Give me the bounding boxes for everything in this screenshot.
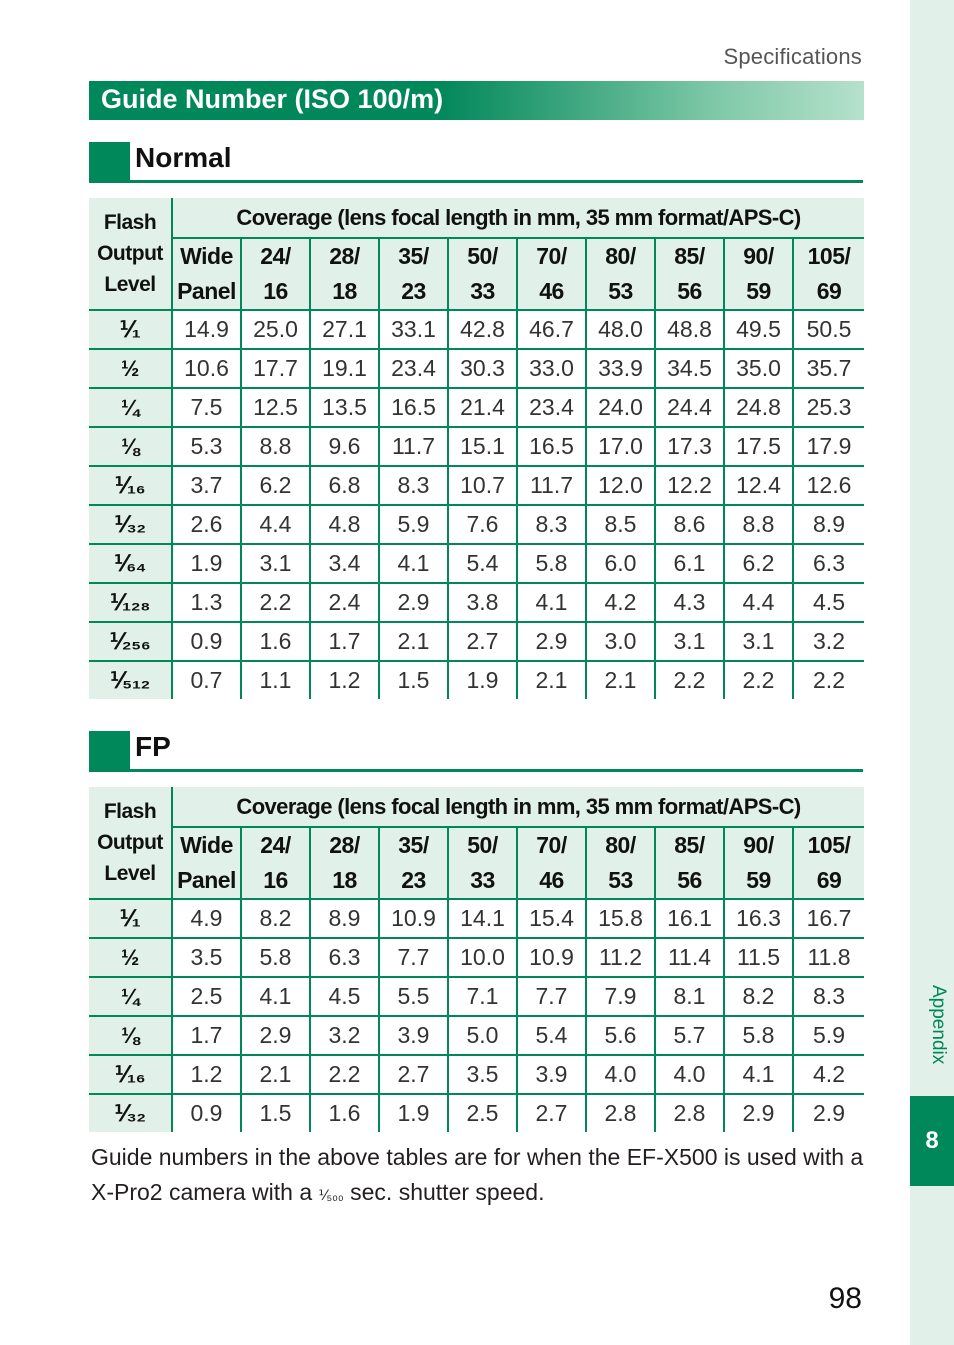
guide-number-cell: 2.7 — [517, 1094, 586, 1132]
guide-number-cell: 17.9 — [793, 427, 864, 466]
column-header-line: 46 — [539, 278, 564, 304]
column-header-line: 85/ — [674, 832, 705, 858]
subhead-normal — [89, 142, 863, 183]
guide-number-cell: 8.8 — [241, 427, 310, 466]
column-header-line: 50/ — [467, 243, 498, 269]
guide-number-cell: 0.7 — [172, 661, 241, 699]
guide-number-cell: 3.2 — [310, 1016, 379, 1055]
guide-number-cell: 0.9 — [172, 622, 241, 661]
guide-number-cell: 15.4 — [517, 899, 586, 938]
guide-number-cell: 35.7 — [793, 349, 864, 388]
column-header-line: 33 — [470, 278, 495, 304]
guide-number-cell: 0.9 — [172, 1094, 241, 1132]
footnote-text: Guide numbers in the above tables are for when the EF-X500 is used with a X-Pro2 camera with a — [91, 1144, 864, 1205]
guide-number-cell: 15.8 — [586, 899, 655, 938]
guide-number-cell: 16.1 — [655, 899, 724, 938]
guide-number-cell: 14.1 — [448, 899, 517, 938]
table-row — [89, 349, 864, 388]
guide-number-cell: 3.8 — [448, 583, 517, 622]
column-header-line: 53 — [608, 278, 633, 304]
chapter-tab: 8 — [910, 1096, 954, 1186]
guide-number-cell: 8.9 — [793, 505, 864, 544]
guide-number-cell: 5.3 — [172, 427, 241, 466]
guide-number-table-normal — [89, 198, 864, 699]
column-header-line: 90/ — [743, 243, 774, 269]
coverage-header: Coverage (lens focal length in mm, 35 mm format/APS-C) — [172, 198, 864, 238]
guide-number-cell: 12.5 — [241, 388, 310, 427]
guide-number-cell: 49.5 — [724, 310, 793, 349]
guide-number-cell: 2.1 — [241, 1055, 310, 1094]
column-header-line: 16 — [263, 867, 288, 893]
column-header-line: 69 — [816, 867, 842, 893]
guide-number-cell: 25.3 — [793, 388, 864, 427]
column-header — [310, 827, 379, 899]
header-row — [89, 198, 864, 238]
guide-number-cell: 3.5 — [172, 938, 241, 977]
column-header-line: 85/ — [674, 243, 705, 269]
guide-number-cell: 11.2 — [586, 938, 655, 977]
guide-number-cell: 5.0 — [448, 1016, 517, 1055]
output-level-cell: ⅟₁ — [89, 310, 172, 349]
running-head: Specifications — [723, 44, 862, 69]
row-header-line: Output — [97, 242, 163, 265]
table-row — [89, 1055, 864, 1094]
column-header-row — [89, 827, 864, 899]
guide-number-cell: 3.1 — [655, 622, 724, 661]
guide-number-cell: 34.5 — [655, 349, 724, 388]
guide-number-cell: 3.2 — [793, 622, 864, 661]
guide-number-cell: 6.3 — [310, 938, 379, 977]
header-row — [89, 787, 864, 827]
guide-number-cell: 1.1 — [241, 661, 310, 699]
guide-number-cell: 5.8 — [241, 938, 310, 977]
guide-number-cell: 4.1 — [379, 544, 448, 583]
column-header — [793, 238, 864, 310]
guide-number-cell: 3.4 — [310, 544, 379, 583]
guide-number-cell: 5.8 — [724, 1016, 793, 1055]
column-header-line: Wide — [180, 832, 233, 858]
guide-number-cell: 33.0 — [517, 349, 586, 388]
column-header-line: 105/ — [807, 832, 851, 858]
column-header-line: 28/ — [329, 832, 360, 858]
table-row — [89, 899, 864, 938]
guide-number-cell: 5.4 — [448, 544, 517, 583]
output-level-cell: ⅟₁ — [89, 899, 172, 938]
guide-number-cell: 17.5 — [724, 427, 793, 466]
guide-number-cell: 11.7 — [517, 466, 586, 505]
guide-number-cell: 2.9 — [241, 1016, 310, 1055]
column-header — [379, 827, 448, 899]
guide-number-cell: 4.9 — [172, 899, 241, 938]
guide-number-cell: 2.9 — [813, 1100, 845, 1126]
guide-number-cell: 4.4 — [724, 583, 793, 622]
column-header-line: 80/ — [605, 832, 636, 858]
guide-number-cell: 11.5 — [724, 938, 793, 977]
output-level-cell: ⅟₃₂ — [89, 505, 172, 544]
guide-number-cell: 1.6 — [241, 622, 310, 661]
guide-number-cell: 13.5 — [310, 388, 379, 427]
guide-number-cell: 46.7 — [517, 310, 586, 349]
output-level-cell: ½ — [89, 938, 172, 977]
guide-number-cell: 1.9 — [172, 544, 241, 583]
guide-number-cell: 9.6 — [310, 427, 379, 466]
guide-number-cell: 4.2 — [586, 583, 655, 622]
guide-number-cell: 16.3 — [724, 899, 793, 938]
column-header-line: 53 — [608, 867, 633, 893]
guide-number-cell: 21.4 — [448, 388, 517, 427]
guide-number-cell: 2.9 — [517, 622, 586, 661]
guide-number-cell: 3.9 — [379, 1016, 448, 1055]
subhead-marker — [89, 142, 130, 180]
guide-number-cell: 11.8 — [793, 938, 864, 977]
output-level-cell: ⅟₁₆ — [89, 466, 172, 505]
guide-number-cell: 33.9 — [586, 349, 655, 388]
column-header-line: 46 — [539, 867, 564, 893]
guide-number-cell: 16.7 — [793, 899, 864, 938]
guide-number-cell: 2.7 — [379, 1055, 448, 1094]
footnote — [91, 1140, 871, 1213]
table-row — [89, 661, 864, 699]
row-header-cell — [89, 787, 172, 899]
guide-number-cell: 4.2 — [793, 1055, 864, 1094]
column-header — [379, 238, 448, 310]
column-header-line: 70/ — [536, 832, 567, 858]
guide-number-cell: 3.9 — [517, 1055, 586, 1094]
guide-number-cell: 8.2 — [241, 899, 310, 938]
row-header-line: Flash — [103, 211, 157, 234]
column-header — [655, 827, 724, 899]
guide-number-cell: 17.3 — [655, 427, 724, 466]
guide-number-cell: 2.5 — [448, 1094, 517, 1132]
guide-number-cell: 24.4 — [655, 388, 724, 427]
guide-number-cell: 2.1 — [586, 661, 655, 699]
guide-number-cell: 10.7 — [448, 466, 517, 505]
guide-number-cell: 42.8 — [448, 310, 517, 349]
guide-number-cell: 1.7 — [172, 1016, 241, 1055]
column-header-line: Panel — [177, 278, 236, 304]
column-header-line: 28/ — [329, 243, 360, 269]
guide-number-cell: 3.0 — [586, 622, 655, 661]
guide-number-cell: 1.5 — [241, 1094, 310, 1132]
column-header-line: Wide — [180, 243, 233, 269]
guide-number-cell: 10.9 — [517, 938, 586, 977]
table-row — [89, 388, 864, 427]
guide-number-cell: 1.9 — [448, 661, 517, 699]
column-header-line: 59 — [746, 278, 771, 304]
column-header-line: 56 — [677, 278, 702, 304]
guide-number-cell: 15.1 — [448, 427, 517, 466]
table-row — [89, 310, 864, 349]
guide-number-cell: 4.5 — [310, 977, 379, 1016]
guide-number-cell: 23.4 — [517, 388, 586, 427]
guide-number-cell: 5.6 — [586, 1016, 655, 1055]
output-level-cell: ⅟₆₄ — [89, 544, 172, 583]
section-title: Guide Number (ISO 100/m) — [101, 84, 444, 114]
column-header-line: 70/ — [536, 243, 567, 269]
table-row — [89, 544, 864, 583]
guide-number-cell: 7.7 — [517, 977, 586, 1016]
column-header-line: 23 — [401, 867, 426, 893]
output-level-cell: ½ — [89, 349, 172, 388]
subhead-title: Normal — [135, 142, 232, 173]
subhead-fp — [89, 731, 863, 772]
column-header-line: 24/ — [260, 832, 291, 858]
output-level-cell: ⅛ — [89, 427, 172, 466]
guide-number-cell: 4.1 — [724, 1055, 793, 1094]
guide-number-cell: 16.5 — [517, 427, 586, 466]
guide-number-cell: 3.1 — [724, 622, 793, 661]
column-header-line: 56 — [677, 867, 702, 893]
guide-number-cell: 24.0 — [586, 388, 655, 427]
column-header-line: 24/ — [260, 243, 291, 269]
column-header-line: 18 — [332, 278, 357, 304]
footnote-text-end: sec. shutter speed. — [343, 1179, 545, 1205]
guide-number-cell: 7.6 — [448, 505, 517, 544]
table-row — [89, 938, 864, 977]
guide-number-cell: 30.3 — [448, 349, 517, 388]
guide-number-cell: 5.9 — [379, 505, 448, 544]
column-header-line: 33 — [470, 867, 495, 893]
guide-number-cell: 12.0 — [586, 466, 655, 505]
guide-number-cell: 8.3 — [517, 505, 586, 544]
guide-number-cell: 7.9 — [586, 977, 655, 1016]
column-header — [241, 827, 310, 899]
guide-number-cell: 2.4 — [310, 583, 379, 622]
guide-number-cell: 1.6 — [310, 1094, 379, 1132]
subhead-marker — [89, 731, 130, 769]
guide-number-cell: 8.2 — [724, 977, 793, 1016]
guide-number-cell: 48.8 — [655, 310, 724, 349]
guide-number-cell: 25.0 — [241, 310, 310, 349]
guide-number-cell: 2.6 — [172, 505, 241, 544]
guide-number-cell: 50.5 — [793, 310, 864, 349]
guide-number-cell: 12.4 — [724, 466, 793, 505]
guide-number-table-fp — [89, 787, 864, 1132]
column-header — [586, 238, 655, 310]
output-level-cell: ¼ — [89, 388, 172, 427]
output-level-cell: ⅛ — [89, 1016, 172, 1055]
table-row — [89, 1016, 864, 1055]
output-level-cell: ⅟₃₂ — [89, 1094, 172, 1132]
guide-number-cell: 27.1 — [310, 310, 379, 349]
column-header — [448, 827, 517, 899]
shutter-fraction: ⅟₅₀₀ — [318, 1187, 344, 1203]
guide-number-cell: 7.5 — [172, 388, 241, 427]
guide-number-cell: 6.1 — [655, 544, 724, 583]
page-number: 98 — [828, 1282, 862, 1315]
guide-number-cell: 12.6 — [793, 466, 864, 505]
guide-number-cell: 11.4 — [655, 938, 724, 977]
column-header-line: 69 — [816, 278, 842, 304]
column-header — [241, 238, 310, 310]
guide-number-cell: 8.9 — [310, 899, 379, 938]
column-header — [172, 238, 241, 310]
guide-number-cell: 24.8 — [724, 388, 793, 427]
column-header — [724, 827, 793, 899]
guide-number-cell: 4.3 — [655, 583, 724, 622]
column-header-line: 105/ — [807, 243, 851, 269]
guide-number-cell: 4.0 — [655, 1055, 724, 1094]
column-header-line: Panel — [177, 867, 236, 893]
column-header — [448, 238, 517, 310]
guide-number-cell: 6.8 — [310, 466, 379, 505]
guide-number-cell: 2.2 — [310, 1055, 379, 1094]
guide-number-cell: 19.1 — [310, 349, 379, 388]
column-header — [655, 238, 724, 310]
column-header-line: 90/ — [743, 832, 774, 858]
guide-number-cell: 16.5 — [379, 388, 448, 427]
guide-number-cell: 5.8 — [517, 544, 586, 583]
column-header-line: 35/ — [398, 832, 429, 858]
guide-number-cell: 2.9 — [724, 1094, 793, 1132]
guide-number-cell: 4.1 — [241, 977, 310, 1016]
guide-number-cell: 3.7 — [172, 466, 241, 505]
column-header-line: 18 — [332, 867, 357, 893]
output-level-cell: ¼ — [89, 977, 172, 1016]
guide-number-cell: 1.2 — [172, 1055, 241, 1094]
guide-number-cell: 8.6 — [655, 505, 724, 544]
column-header-line: 80/ — [605, 243, 636, 269]
column-header — [793, 827, 864, 899]
row-header-line: Flash — [103, 800, 157, 823]
guide-number-cell: 4.4 — [241, 505, 310, 544]
guide-number-cell: 33.1 — [379, 310, 448, 349]
column-header-line: 16 — [263, 278, 288, 304]
guide-number-cell: 2.9 — [379, 583, 448, 622]
guide-number-cell: 17.7 — [241, 349, 310, 388]
column-header — [724, 238, 793, 310]
guide-number-cell: 10.9 — [379, 899, 448, 938]
guide-number-cell: 6.2 — [241, 466, 310, 505]
guide-number-cell: 6.0 — [586, 544, 655, 583]
column-header-line: 23 — [401, 278, 426, 304]
row-header-cell — [89, 198, 172, 310]
guide-number-cell: 4.0 — [586, 1055, 655, 1094]
appendix-label: Appendix — [928, 985, 949, 1065]
table-row — [89, 1094, 864, 1132]
table-row — [89, 622, 864, 661]
column-header — [517, 827, 586, 899]
guide-number-cell: 8.3 — [379, 466, 448, 505]
row-header-line: Output — [97, 831, 163, 854]
guide-number-cell: 48.0 — [586, 310, 655, 349]
guide-number-cell: 17.0 — [586, 427, 655, 466]
guide-number-cell: 2.8 — [655, 1094, 724, 1132]
guide-number-cell: 2.2 — [724, 661, 793, 699]
guide-number-cell: 5.7 — [655, 1016, 724, 1055]
output-level-cell: ⅟₁₆ — [89, 1055, 172, 1094]
guide-number-cell: 2.2 — [655, 661, 724, 699]
guide-number-cell: 2.5 — [172, 977, 241, 1016]
subhead-title: FP — [135, 731, 171, 762]
guide-number-cell: 10.0 — [448, 938, 517, 977]
column-header-line: 50/ — [467, 832, 498, 858]
guide-number-cell: 7.1 — [448, 977, 517, 1016]
row-header-line: Level — [104, 273, 156, 296]
guide-number-cell: 2.1 — [517, 661, 586, 699]
guide-number-cell: 1.3 — [172, 583, 241, 622]
guide-number-cell: 1.2 — [310, 661, 379, 699]
guide-number-cell: 12.2 — [655, 466, 724, 505]
output-level-cell: ⅟₂₅₆ — [89, 622, 172, 661]
column-header-row — [89, 238, 864, 310]
guide-number-cell: 2.2 — [241, 583, 310, 622]
guide-number-cell: 6.2 — [724, 544, 793, 583]
output-level-cell: ⅟₅₁₂ — [89, 661, 172, 699]
guide-number-cell: 4.8 — [310, 505, 379, 544]
guide-number-cell: 8.3 — [793, 977, 864, 1016]
column-header — [310, 238, 379, 310]
guide-number-cell: 8.8 — [724, 505, 793, 544]
guide-number-cell: 1.7 — [310, 622, 379, 661]
table-row — [89, 977, 864, 1016]
output-level-cell: ⅟₁₂₈ — [89, 583, 172, 622]
guide-number-cell: 14.9 — [172, 310, 241, 349]
guide-number-cell: 10.6 — [172, 349, 241, 388]
guide-number-cell: 3.5 — [448, 1055, 517, 1094]
table-row — [89, 505, 864, 544]
guide-number-cell: 8.1 — [655, 977, 724, 1016]
guide-number-cell: 4.5 — [793, 583, 864, 622]
guide-number-cell: 1.5 — [379, 661, 448, 699]
table-row — [89, 583, 864, 622]
guide-number-cell: 5.9 — [793, 1016, 864, 1055]
guide-number-cell: 3.1 — [241, 544, 310, 583]
guide-number-cell: 4.1 — [517, 583, 586, 622]
table-row — [89, 427, 864, 466]
guide-number-cell: 2.7 — [448, 622, 517, 661]
row-header-line: Level — [104, 862, 156, 885]
guide-number-cell: 2.8 — [586, 1094, 655, 1132]
guide-number-cell: 6.3 — [793, 544, 864, 583]
guide-number-cell: 11.7 — [379, 427, 448, 466]
column-header-line: 59 — [746, 867, 771, 893]
guide-number-cell: 5.5 — [379, 977, 448, 1016]
table-row — [89, 466, 864, 505]
guide-number-cell: 2.1 — [379, 622, 448, 661]
guide-number-cell: 2.2 — [813, 667, 845, 693]
guide-number-cell: 8.5 — [586, 505, 655, 544]
guide-number-cell: 23.4 — [379, 349, 448, 388]
guide-number-cell: 7.7 — [379, 938, 448, 977]
column-header — [517, 238, 586, 310]
column-header-line: 35/ — [398, 243, 429, 269]
guide-number-cell: 5.4 — [517, 1016, 586, 1055]
column-header — [172, 827, 241, 899]
guide-number-cell: 35.0 — [724, 349, 793, 388]
column-header — [586, 827, 655, 899]
coverage-header: Coverage (lens focal length in mm, 35 mm format/APS-C) — [172, 787, 864, 827]
guide-number-cell: 1.9 — [379, 1094, 448, 1132]
section-title-bar — [89, 81, 864, 120]
